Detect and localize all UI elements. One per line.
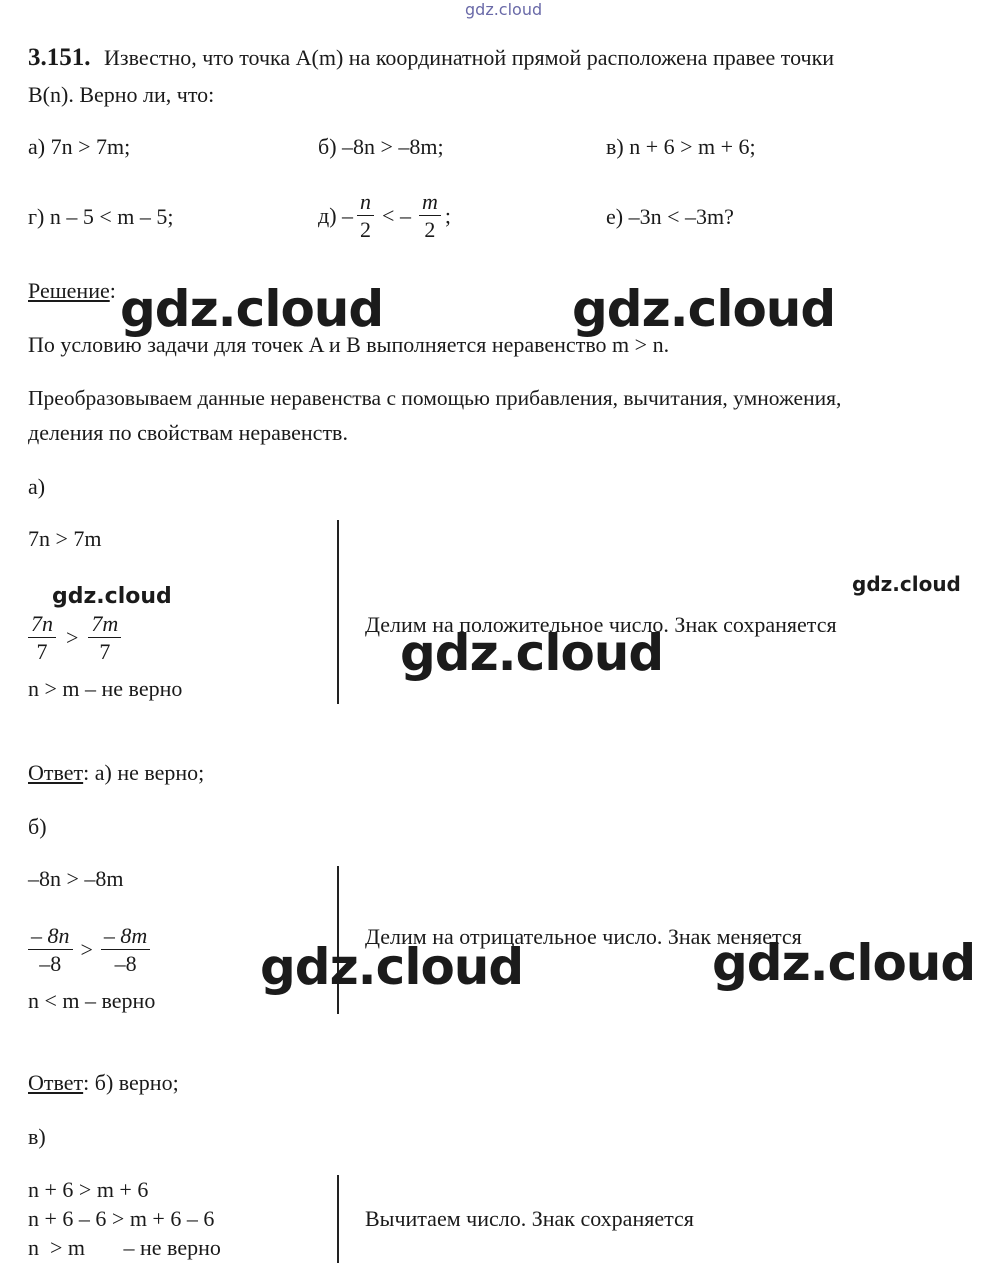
option-e: е) –3n < –3m? [606, 204, 734, 229]
watermark-2: gdz.cloud [572, 280, 836, 338]
option-a: а) 7n > 7m; [28, 134, 131, 159]
part-a-answer [28, 760, 204, 786]
option-g: г) n – 5 < m – 5; [28, 204, 174, 229]
solution-line-2b: деления по свойствам неравенств. [28, 420, 348, 445]
part-b-frac2-den: –8 [114, 951, 137, 977]
option-d-den-1: 2 [360, 217, 372, 243]
part-b-frac1-num: – 8n [28, 924, 73, 950]
watermark-6: gdz.cloud [260, 938, 524, 996]
part-b-comment: Делим на отрицательное число. Знак меняется [365, 924, 802, 949]
option-d-num-2: m [419, 190, 441, 216]
part-a-comment: Делим на положительное число. Знак сохраняется [365, 612, 837, 637]
problem-text-1: Известно, что точка A(m) на координатной прямой расположена правее точки [104, 45, 835, 70]
part-v-divider [337, 1175, 339, 1263]
part-b-fraction-2 [101, 924, 150, 976]
solution-line-2a: Преобразовываем данные неравенства с помощью прибавления, вычитания, умножения, [28, 386, 842, 410]
part-b-op: > [80, 937, 93, 963]
solution-heading-colon: : [109, 278, 116, 303]
option-d-suffix: ; [444, 203, 451, 229]
option-d-prefix: д) – [318, 203, 354, 229]
watermark-4: gdz.cloud [852, 572, 961, 596]
part-a-ineq: 7n > 7m [28, 526, 102, 551]
part-a-op: > [66, 625, 79, 651]
part-a-divider [337, 520, 339, 704]
part-v-comment: Вычитаем число. Знак сохраняется [365, 1206, 694, 1231]
problem-statement-line1 [28, 44, 834, 72]
option-d-den-2: 2 [424, 217, 436, 243]
option-d [318, 190, 451, 242]
part-b-fraction-1 [28, 924, 73, 976]
solution-heading [28, 278, 116, 304]
top-watermark: gdz.cloud [465, 0, 543, 19]
part-b-answer [28, 1070, 179, 1096]
part-b-answer-label: Ответ [28, 1070, 84, 1095]
part-a-label: а) [28, 474, 46, 499]
watermark-7: gdz.cloud [712, 934, 976, 992]
part-b-result: n < m – верно [28, 988, 156, 1013]
option-d-fraction-1 [357, 190, 374, 242]
part-b-label: б) [28, 814, 47, 839]
option-d-fraction-2 [419, 190, 441, 242]
option-v: в) n + 6 > m + 6; [606, 134, 756, 159]
solution-line-1: По условию задачи для точек A и B выполняется неравенство m > n. [28, 332, 670, 357]
problem-number: 3.151. [28, 44, 91, 71]
part-v-label: в) [28, 1124, 46, 1149]
part-a-answer-text: : а) не верно; [83, 760, 205, 785]
option-d-mid: < – [382, 203, 411, 229]
option-b: б) –8n > –8m; [318, 134, 444, 159]
part-a-fraction-row [28, 612, 121, 664]
part-v-line-2: n + 6 – 6 > m + 6 – 6 [28, 1206, 215, 1231]
part-a-fraction-2 [88, 612, 121, 664]
part-a-answer-label: Ответ [28, 760, 84, 785]
part-b-frac2-num: – 8m [101, 924, 150, 950]
watermark-5: gdz.cloud [400, 624, 664, 682]
watermark-1: gdz.cloud [120, 280, 384, 338]
part-a-frac1-num: 7n [28, 612, 56, 638]
solution-heading-word: Решение [28, 278, 110, 303]
part-b-fraction-row [28, 924, 150, 976]
part-a-frac1-den: 7 [36, 639, 48, 665]
part-a-frac2-den: 7 [99, 639, 111, 665]
watermark-3: gdz.cloud [52, 584, 172, 609]
part-a-result: n > m – не верно [28, 676, 183, 701]
part-b-ineq: –8n > –8m [28, 866, 124, 891]
part-a-fraction-1 [28, 612, 56, 664]
option-d-num-1: n [357, 190, 374, 216]
problem-text-2: B(n). Верно ли, что: [28, 82, 215, 107]
part-v-line-3: n > m – не верно [28, 1235, 221, 1260]
part-v-line-1: n + 6 > m + 6 [28, 1177, 149, 1202]
part-b-frac1-den: –8 [39, 951, 62, 977]
part-a-frac2-num: 7m [88, 612, 121, 638]
part-b-answer-text: : б) верно; [83, 1070, 179, 1095]
